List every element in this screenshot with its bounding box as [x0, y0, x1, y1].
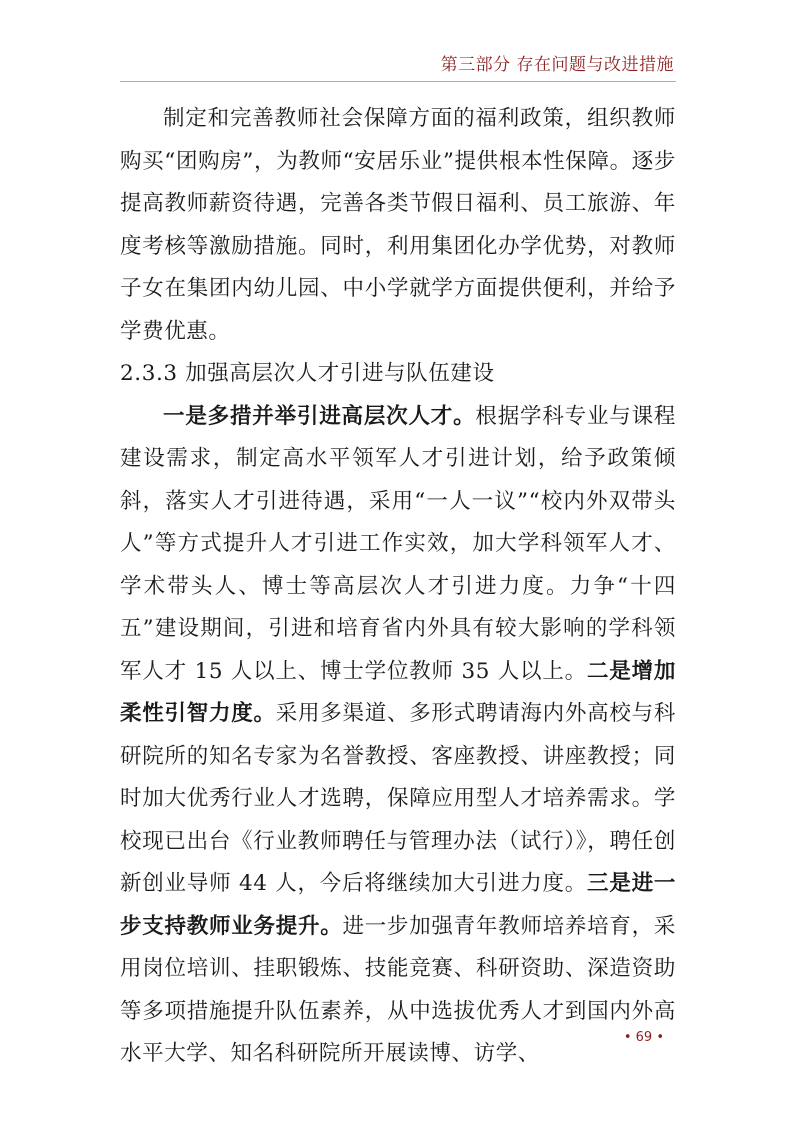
page-number: • 69 • [623, 1030, 664, 1045]
point-three-text: 进一步加强青年教师培养培育，采用岗位培训、挂职锻炼、技能竞赛、科研资助、深造资助等多项措施提升队伍素养，从中选拔优秀人才到国内外高水平大学、知名科研院所开展读博、访学、 [120, 913, 676, 1066]
paragraph-welfare: 制定和完善教师社会保障方面的福利政策，组织教师购买“团购房”，为教师“安居乐业”提供根本性保障。逐步提高教师薪资待遇，完善各类节假日福利、员工旅游、年度考核等激励措施。同时，利用集团化办学优势，对教师子女在集团内幼儿园、中小学就学方面提供便利，并给予学费优惠。 [120, 106, 676, 344]
point-three-title: 三是进一步支持教师业务提升。 [120, 871, 676, 939]
point-two-text: 采用多渠道、多形式聘请海内外高校与科研院所的知名专家为名誉教授、客座教授、讲座教授；同时加大优秀行业人才选聘，保障应用型人才培养需求。学校现已出台《行业教师聘任与管理办法（试行）》，聘任创新创业导师 44 人，今后将继续加大引进力度。 [120, 701, 676, 896]
section-header: 第三部分 存在问题与改进措施 [440, 55, 674, 75]
paragraph-talent [120, 396, 676, 1076]
document-body [120, 98, 676, 1076]
section-heading: 2.3.3 加强高层次人才引进与队伍建设 [120, 361, 495, 386]
point-one-text: 根据学科专业与课程建设需求，制定高水平领军人才引进计划，给予政策倾斜，落实人才引进待遇，采用“一人一议”“校内外双带头人”等方式提升人才引进工作实效，加大学科领军人才、学术带头人、博士等高层次人才引进力度。力争“十四五”建设期间，引进和培育省内外具有较大影响的学科领军人才 15 人以上、博士学位教师 35 人以上。 [120, 403, 676, 684]
point-two-title: 二是增加柔性引智力度。 [120, 658, 676, 726]
point-one-title: 一是多措并举引进高层次人才。 [163, 403, 476, 429]
header-divider [120, 81, 676, 82]
